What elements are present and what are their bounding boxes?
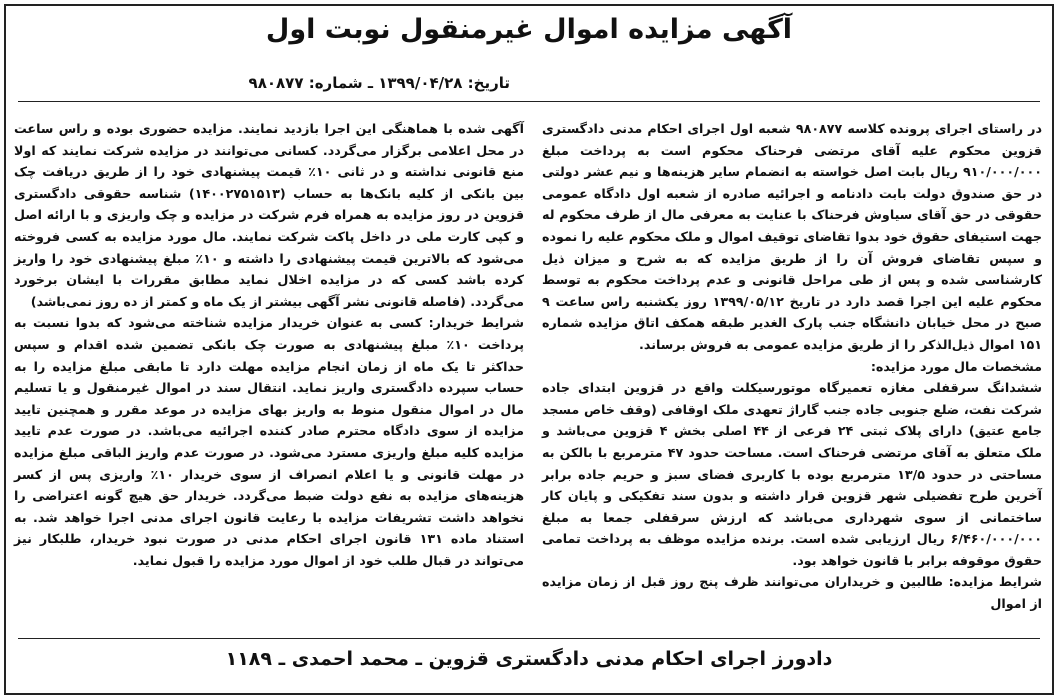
conditions-heading: شرایط مزایده: bbox=[948, 574, 1042, 590]
notice-signature: دادورز اجرای احکام مدنی دادگستری قزوین ـ محمد احمدی ـ ۱۱۸۹ bbox=[225, 648, 833, 670]
buyer-conditions-paragraph: شرایط خریدار: کسی به عنوان خریدار مزایده شناخته می‌شود که بدوا نسبت به پرداخت ۱۰٪ مبلغ پیشنهادی به صورت چک بانکی تضمین شده اقدام و سپس حداکثر تا یک ماه از زمان انجام مزایده مهلت دارد تا مابقی مبلغ مزایده را به حساب سپرده دادگستری واریز نماید. انتقال سند در اموال غیرمنقول و یا تسلیم مال در اموال منقول منوط به واریز بهای مزایده در موعد مقرر و همچنین تایید مزایده از سوی دادگاه محترم صادر کننده اجرائیه می‌باشد. در صورت عدم تایید مزایده کلیه مبلغ واریزی مسترد می‌شود. در صورت عدم واریز الباقی مبلغ مزایده در مهلت قانونی و یا اعلام انصراف از سوی خریدار ۱۰٪ واریزی پس از کسر هزینه‌های مزایده به نفع دولت ضبط می‌گردد. خریدار حق هیچ گونه اعتراضی را نخواهد داشت تشریفات مزایده با رعایت قانون اجرای مدنی اجرا خواهد شد. به استناد ماده ۱۳۱ قانون اجرای احکام مدنی در صورت نبود خریدار، طلبکار نیز می‌تواند در قبال طلب خود از اموال مورد مزایده را قبول نماید. bbox=[14, 315, 524, 568]
right-column bbox=[542, 118, 1042, 615]
auction-rules-paragraph: آگهی شده با هماهنگی این اجرا بازدید نمایند. مزایده حضوری بوده و راس ساعت در محل اعلامی برگزار می‌گردد. کسانی می‌توانند در مزایده شرکت نمایند که اولا منع قانونی نداشته و در ثانی ۱۰٪ قیمت پیشنهادی خود را از طریق دریافت چک بین بانکی از کلیه بانک‌ها به حساب (۱۴۰۰۲۷۵۱۵۱۳) شناسه حقوقی دادگستری قزوین در روز مزایده به همراه فرم شرکت در مزایده و چک واریزی و با ارائه اصل و کپی کارت ملی در داخل پاکت شرکت نمایند. مال مورد مزایده به کسی فروخته می‌شود که بالاترین قیمت پیشنهادی را داشته و ۱۰٪ مبلغ پیشنهادی خود را واریز کرده باشد کسی که در مزایده اخلال نماید مطابق مقررات با ایشان برخورد می‌گردد. (فاصله قانونی نشر آگهی بیشتر از یک ماه و کمتر از ده روز نمی‌باشد) bbox=[14, 121, 525, 309]
specs-heading: مشخصات مال مورد مزایده: bbox=[870, 358, 1042, 374]
bottom-divider bbox=[18, 638, 1040, 639]
specs-paragraph bbox=[542, 356, 1042, 572]
notice-dateline: تاریخ: ۱۳۹۹/۰۴/۲۸ ـ شماره: ۹۸۰۸۷۷ bbox=[248, 74, 510, 92]
conditions-paragraph bbox=[542, 571, 1042, 614]
specs-text: ششدانگ سرقفلی مغازه تعمیرگاه موتورسیکلت واقع در قزوین ابتدای جاده شرکت نفت، ضلع جنوبی جاده جنب گاراژ تعهدی ملک اوقافی (وقف خاص مسجد جامع عتیق) دارای پلاک ثبتی ۲۴ فرعی از ۴۴ اصلی بخش ۴ قزوین می‌باشد و ملک متعلق به آقای مرتضی فرحناک است. مساحت حدود ۴۷ مترمربع با بالکن به مساحتی در حدود ۱۳/۵ مترمربع بوده با کاربری فضای سبز و حریم جاده برابر آخرین طرح تفضیلی شهر قزوین قرار داشته و بدون سند تفکیکی و پایان کار ساختمانی از سوی شهرداری می‌باشد که ارزش سرقفلی جمعا به مبلغ ۶/۴۶۰/۰۰۰/۰۰۰ ریال ارزیابی شده است. برنده مزایده موظف به پرداخت تمامی حقوق موقوفه برابر با قانون خواهد بود. bbox=[542, 380, 1043, 568]
top-divider bbox=[18, 101, 1040, 102]
intro-paragraph: در راستای اجرای پرونده کلاسه ۹۸۰۸۷۷ شعبه اول اجرای احکام مدنی دادگستری قزوین محکوم علیه آقای مرتضی فرحناک محکوم است به پرداخت مبلغ ۹۱۰/۰۰۰/۰۰۰ ریال بابت اصل خواسته به انضمام سایر هزینه‌ها و نیم عشر دولتی در حق صندوق دولت بابت دادنامه و اجرائیه صادره از شعبه اول دادگاه عمومی حقوقی در حق آقای سیاوش فرحناک با عنایت به معرفی مال از طرف محکوم له جهت استیفای حقوق خود بدوا تقاضای توقیف اموال و ملک محکوم علیه را نموده و سپس تقاضای فروش آن را از طریق مزایده که به شرح و میزان ذیل کارشناسی شده و پس از طی مراحل قانونی و عدم پرداخت محکوم به توسط محکوم علیه این اجرا قصد دارد در تاریخ ۱۳۹۹/۰۵/۱۲ روز یکشنبه راس ساعت ۹ صبح در محل خیابان دانشگاه جنب پارک الغدیر طبقه همکف اتاق مزایده شماره ۱۵۱ اموال ذیل‌الذکر را از طریق مزایده عمومی به فروش برساند. bbox=[542, 121, 1042, 352]
left-column bbox=[14, 118, 524, 571]
notice-title: آگهی مزایده اموال غیرمنقول نوبت اول bbox=[265, 14, 793, 45]
conditions-text: طالبین و خریداران می‌توانند ظرف پنج روز قبل از زمان مزایده از اموال bbox=[542, 574, 1042, 612]
